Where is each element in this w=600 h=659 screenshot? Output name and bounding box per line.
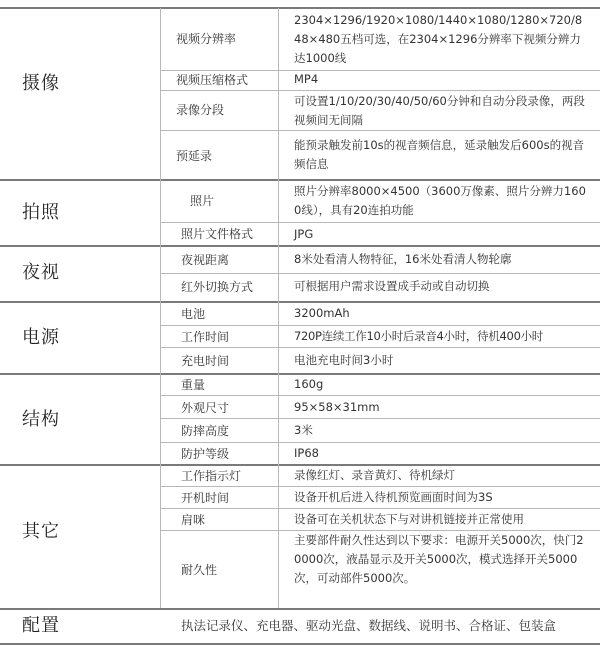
section-label-config: 配置 [22, 615, 60, 636]
section-label-camera: 摄像 [22, 73, 60, 94]
field-label-segment: 录像分段 [176, 103, 225, 117]
field-value-protection: IP68 [294, 446, 319, 460]
field-value-segment: 可设置1/10/20/30/40/50/60分钟和自动分段录像，两段视频间无间隔 [294, 94, 585, 127]
row-divider [160, 418, 600, 419]
field-value-drop-height: 3米 [294, 423, 313, 437]
field-label-weight: 重量 [181, 378, 206, 392]
section-label-photo: 拍照 [22, 202, 60, 223]
field-value-video-format: MP4 [294, 72, 319, 86]
field-value-video-resolution: 2304×1296/1920×1080/1440×1080/1280×720/848×480五档可选，在2304×1296分辨率下视频分辨力达1000线 [294, 13, 583, 65]
row-divider [160, 222, 600, 223]
field-label-photo-format: 照片文件格式 [181, 227, 254, 241]
row-divider [160, 442, 600, 443]
field-label-battery: 电池 [181, 307, 206, 321]
row-divider [160, 395, 600, 396]
row-divider [160, 273, 600, 274]
field-label-boot-time: 开机时间 [181, 491, 230, 505]
field-label-indicator: 工作指示灯 [181, 469, 242, 483]
field-label-work-time: 工作时间 [181, 330, 230, 344]
section-divider [0, 643, 600, 645]
section-label-structure: 结构 [22, 409, 60, 430]
field-label-pre-post-record: 预延录 [176, 149, 213, 163]
row-divider [160, 486, 600, 487]
field-value-photo-format: JPG [294, 227, 314, 241]
field-value-charge-time: 电池充电时间3小时 [294, 353, 394, 367]
row-divider [160, 347, 600, 348]
section-divider [0, 7, 600, 9]
row-divider [160, 90, 600, 91]
field-label-protection: 防护等级 [181, 447, 230, 461]
field-value-weight: 160g [294, 377, 324, 391]
row-divider [160, 508, 600, 509]
field-label-video-resolution: 视频分辨率 [176, 32, 237, 46]
column-divider [160, 8, 161, 608]
field-value-durability: 主要部件耐久性达到以下要求：电源开关5000次，快门20000次，液晶显示及开关5000次，模式选择开关5000次，可动部件5000次。 [294, 533, 584, 585]
field-label-drop-height: 防摔高度 [181, 424, 230, 438]
field-label-shoulder-mic: 肩咪 [181, 513, 206, 527]
section-divider [0, 608, 600, 610]
section-divider [0, 179, 600, 181]
section-label-other: 其它 [22, 521, 60, 542]
field-value-ir-switch: 可根据用户需求设置成手动或自动切换 [294, 279, 490, 293]
field-value-indicator: 录像红灯、录音黄灯、待机绿灯 [294, 468, 455, 482]
field-label-charge-time: 充电时间 [181, 354, 230, 368]
section-divider [0, 301, 600, 303]
field-label-night-distance: 夜视距离 [181, 253, 230, 267]
field-value-config: 执法记录仪、充电器、驱动光盘、数据线、说明书、合格证、包装盒 [181, 618, 557, 633]
field-label-durability: 耐久性 [181, 563, 218, 577]
column-divider [278, 8, 279, 608]
field-value-dimensions: 95×58×31mm [294, 400, 380, 414]
field-value-boot-time: 设备开机后进入待机预览画面时间为3S [294, 490, 493, 504]
section-divider [0, 245, 600, 247]
row-divider [160, 325, 600, 326]
field-value-shoulder-mic: 设备可在关机状态下与对讲机链接并正常使用 [294, 512, 524, 526]
field-value-battery: 3200mAh [294, 306, 350, 320]
field-value-pre-post-record: 能预录触发前10s的视音频信息，延录触发后600s的视音频信息 [294, 138, 585, 171]
field-value-night-distance: 8米处看清人物特征，16米处看清人物轮廓 [294, 252, 512, 266]
row-divider [160, 130, 600, 131]
section-label-power: 电源 [22, 327, 60, 348]
field-label-dimensions: 外观尺寸 [181, 401, 230, 415]
field-label-video-format: 视频压缩格式 [176, 73, 249, 87]
field-label-photo: 照片 [190, 194, 215, 208]
field-value-photo: 照片分辨率8000×4500（3600万像素、照片分辨力1600线），具有20连拍功能 [294, 184, 586, 217]
section-label-night-vision: 夜视 [22, 262, 60, 283]
field-label-ir-switch: 红外切换方式 [181, 280, 254, 294]
field-value-work-time: 720P连续工作10小时后录音4小时，待机400小时 [294, 329, 543, 343]
